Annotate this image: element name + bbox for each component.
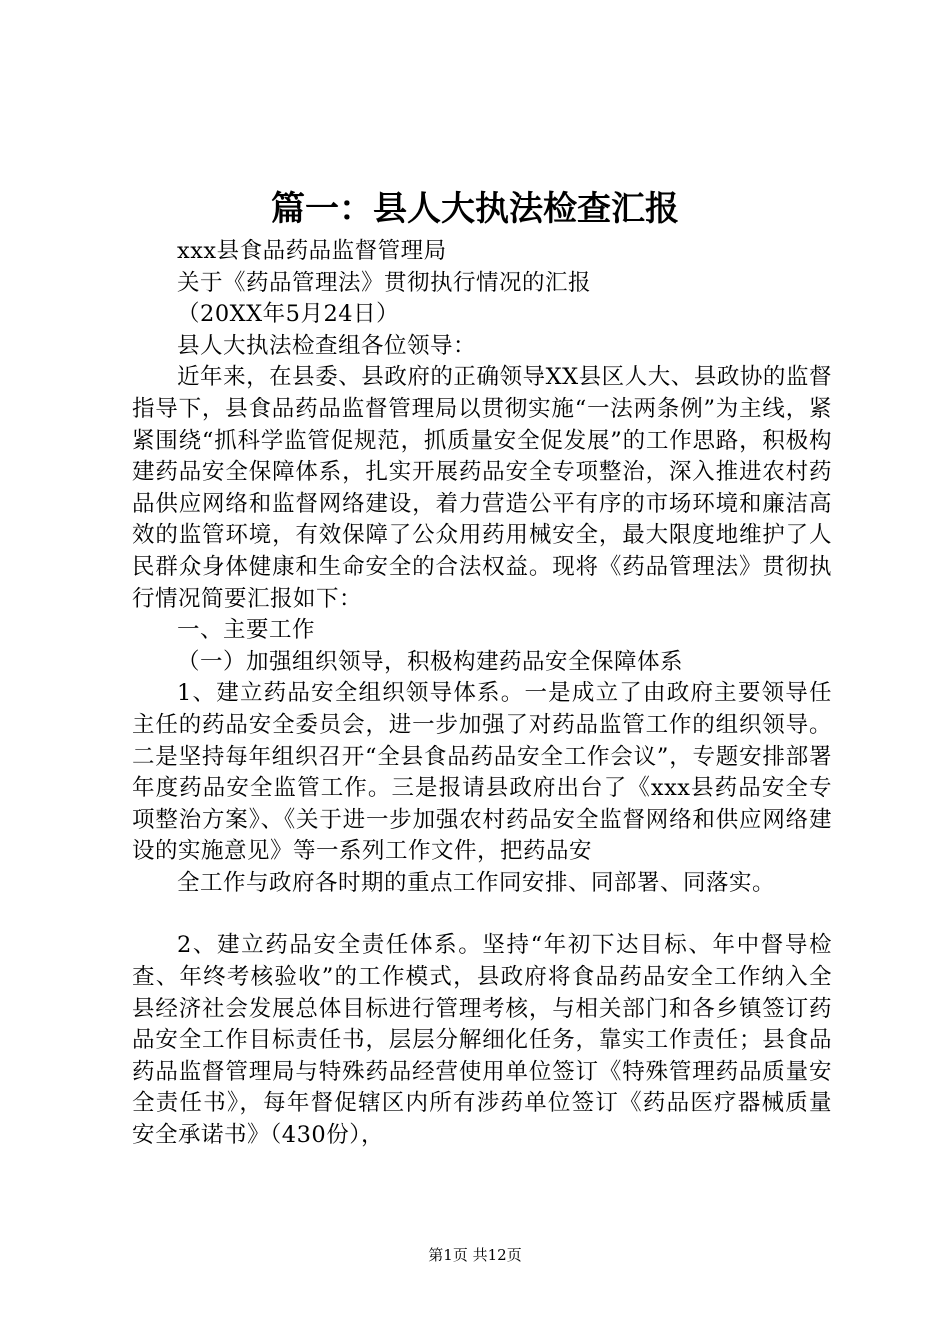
item-1-continuation: 全工作与政府各时期的重点工作同安排、同部署、同落实。 [177,869,776,896]
document-body [132,236,832,1152]
salutation: 县人大执法检查组各位领导： [177,332,477,359]
subject-line: 关于《药品管理法》贯彻执行情况的汇报 [177,269,592,296]
paragraph-gap [132,899,832,930]
section-heading: 一、主要工作 [177,617,316,644]
intro-paragraph: 近年来，在县委、县政府的正确领导XX县区人大、县政协的监督指导下，县食品药品监督管理局以贯彻实施“一法两条例”为主线，紧紧围绕“抓科学监管促规范，抓质量安全促发展”的工作思路，积极构建药品安全保障体系，扎实开展药品安全专项整治，深入推进农村药品供应网络和监督网络建设，着力营造公平有序的市场环境和廉洁高效的监管环境，有效保障了公众用药用械安全，最大限度地维护了人民群众身体健康和生命安全的合法权益。现将《药品管理法》贯彻执行情况简要汇报如下： [132,364,832,612]
date-line: （20XX年5月24日） [177,301,400,328]
item-2-paragraph: 2、建立药品安全责任体系。坚持“年初下达目标、年中督导检查、年终考核验收”的工作模式，县政府将食品药品安全工作纳入全县经济社会发展总体目标进行管理考核，与相关部门和各乡镇签订药品安全工作目标责任书，层层分解细化任务，靠实工作责任；县食品药品监督管理局与特殊药品经营使用单位签订《特殊管理药品质量安全责任书》，每年督促辖区内所有涉药单位签订《药品医疗器械质量安全承诺书》（430份）， [132,932,832,1149]
document-title: 篇一：县人大执法检查汇报 [271,189,679,229]
subsection-heading: （一）加强组织领导，积极构建药品安全保障体系 [177,648,684,675]
item-1-paragraph: 1、建立药品安全组织领导体系。一是成立了由政府主要领导任主任的药品安全委员会，进一步加强了对药品监管工作的组织领导。二是坚持每年组织召开“全县食品药品安全工作会议”，专题安排部署年度药品安全监管工作。三是报请县政府出台了《xxx县药品安全专项整治方案》、《关于进一步加强农村药品安全监督网络和供应网络建设的实施意见》等一系列工作文件，把药品安 [132,680,832,865]
page-footer: 第1页 共12页 [428,1246,522,1264]
org-line: xxx县食品药品监督管理局 [177,238,447,264]
